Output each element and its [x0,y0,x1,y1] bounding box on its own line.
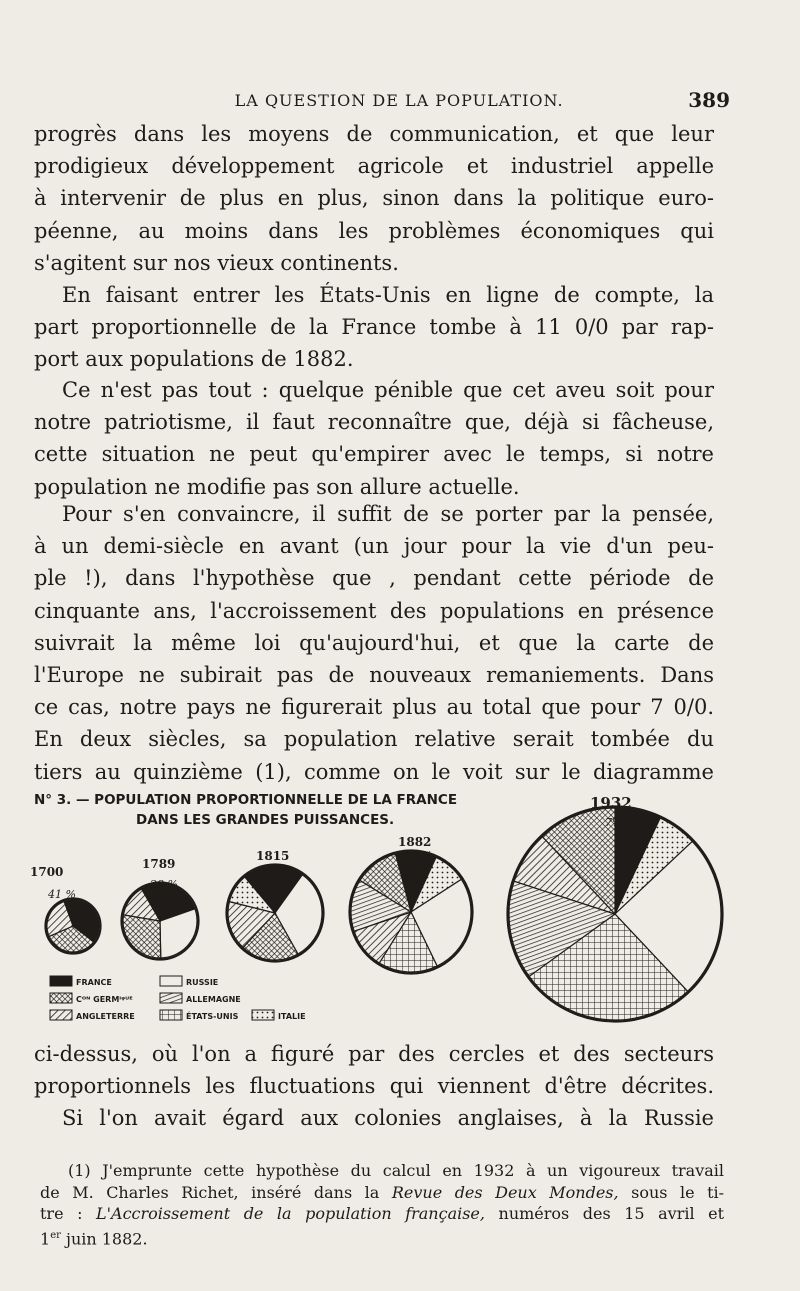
text-line: ple !), dans l'hypothèse que , pendant cette période de [34,566,714,591]
text-line: Si l'on avait égard aux colonies anglaises, à la Russie [62,1106,714,1131]
legend-swatch [160,993,182,1003]
text-line: cette situation ne peut qu'empirer avec le temps, si notre [34,442,714,467]
footnote-text: 1 [40,1228,51,1248]
text-line: En faisant entrer les États-Unis en ligne de compte, la [62,283,714,307]
footnote-title: Revue des Deux Mondes, [391,1182,619,1202]
text-line: notre patriotisme, il faut reconnaître que, déjà si fâcheuse, [34,410,714,435]
legend-label: FRANCE [76,978,112,987]
figure-caption-line-2: DANS LES GRANDES PUISSANCES. [136,812,395,828]
footnote-text: numéros des 15 avril et [498,1204,724,1223]
text-line: proportionnels les fluctuations qui viennent d'être décrites. [34,1074,714,1099]
text-line: ci-dessus, où l'on a figuré par des cercles et des secteurs [34,1042,714,1066]
pie-year-label: 1815 [256,849,290,863]
pie-year-label: 1932 [590,794,632,812]
page-number: 389 [688,88,730,112]
legend-swatch [160,1010,182,1020]
legend-swatch [252,1010,274,1020]
footnote-line [40,1225,724,1250]
footnote-text: sous le ti- [631,1182,725,1202]
legend-swatch [50,993,72,1003]
pie-france-share-label: 7% [605,816,623,829]
pie-france-share-label: 28 % [150,878,178,891]
legend-label: Cᴼᴺ GERMᴵᵠᵁᴱ [76,995,133,1004]
legend-label: ALLEMAGNE [186,995,241,1004]
text-line: à un demi-siècle en avant (un jour pour la vie d'un peu- [34,534,714,559]
pie-france-share-label: 11 % [404,849,432,862]
text-line: péenne, au moins dans les problèmes économiques qui [34,218,714,243]
legend-swatch [160,976,182,986]
footnote-text: tre : [40,1204,83,1223]
figure-caption-line-1: N° 3. — POPULATION PROPORTIONNELLE DE LA FRANCE [34,792,458,808]
legend-label: ÉTATS-UNIS [186,1012,239,1021]
footnote-line [40,1203,724,1225]
chart-legend [50,976,306,1021]
pie-slice-1789-c-germ [123,915,161,958]
legend-label: ANGLETERRE [76,1012,135,1021]
text-line: part proportionnelle de la France tombe à 11 0/0 par rap- [34,315,714,340]
text-line: prodigieux développement agricole et industriel appelle [34,154,714,179]
pie-france-share-label: 21 % [260,866,288,879]
legend-item-russie [160,976,218,987]
pie-year-label: 1882 [398,835,432,849]
text-line: l'Europe ne subirait pas de nouveaux remaniements. Dans [34,663,714,688]
text-line: En deux siècles, sa population relative serait tombée du [34,727,714,752]
text-line: Pour s'en convaincre, il suffit de se porter par la pensée, [62,502,714,526]
legend-item-e-tats-unis [160,1010,239,1021]
legend-item-france [50,976,112,987]
footnote [40,1160,725,1249]
text-line: progrès dans les moyens de communication, et que leur [34,122,714,146]
text-line: suivrait la même loi qu'aujourd'hui, et que la carte de [34,630,714,655]
legend-swatch [50,1010,72,1020]
text-line: s'agitent sur nos vieux continents. [34,250,399,275]
text-line: port aux populations de 1882. [34,347,354,372]
pie-france-share-label: 41 % [48,888,76,901]
pie-1932 [508,794,723,1022]
footnote-title: L'Accroissement de la population française, [96,1204,485,1223]
legend-swatch [50,976,72,986]
footnote-text: juin 1882. [60,1228,148,1248]
legend-item-italie [252,1010,306,1021]
footnote-line [40,1182,724,1204]
text-line: cinquante ans, l'accroissement des populations en présence [34,598,714,623]
text-line: population ne modifie pas son allure actuelle. [34,474,520,499]
footnote-line: (1) J'emprunte cette hypothèse du calcul en 1932 à un vigoureux travail [68,1161,724,1180]
legend-item-allemagne [160,993,241,1004]
pie-1789 [122,857,199,960]
paragraph-5 [34,1038,714,1135]
legend-label: RUSSIE [186,978,219,987]
text-line: Ce n'est pas tout : quelque pénible que cet aveu soit pour [62,378,714,402]
text-line: ce cas, notre pays ne figurerait plus au total que pour 7 0/0. [34,695,714,720]
footnote-text: de M. Charles Richet, inséré dans la [40,1182,380,1202]
text-line: tiers au quinzième (1), comme on le voit sur le diagramme [34,759,714,784]
legend-label: ITALIE [278,1012,306,1021]
running-title: LA QUESTION DE LA POPULATION. [234,90,564,110]
pie-year-label: 1789 [142,857,176,871]
text-line: à intervenir de plus en plus, sinon dans la politique euro- [34,186,714,211]
pie-year-label: 1700 [30,865,64,879]
pie-1700 [30,865,101,954]
pie-1815 [227,849,324,962]
legend-item-angleterre [50,1010,135,1021]
legend-item-c-germ [50,993,133,1004]
pie-1882 [350,835,473,974]
footnote-sup: er [50,1229,61,1241]
